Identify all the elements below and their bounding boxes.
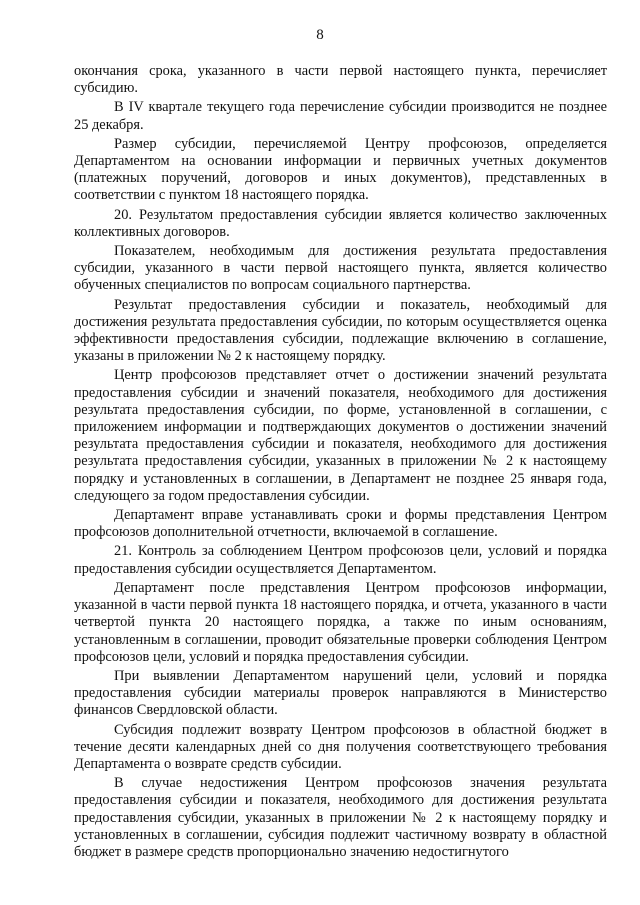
paragraph: Департамент вправе устанавливать сроки и формы представления Центром профсоюзов дополнительной отчетности, включаемой в соглашение. (74, 507, 607, 541)
paragraph: Показателем, необходимым для достижения результата предоставления субсидии, указанного в части первой настоящего пункта, является количество обученных специалистов по вопросам социального партнерства. (74, 243, 607, 294)
paragraph: Результат предоставления субсидии и показатель, необходимый для достижения результата предоставления субсидии, по которым осуществляется оценка эффективности предоставления субсидии, подлежащие включению в соглашение, указаны в приложении № 2 к настоящему порядку. (74, 296, 607, 365)
paragraph: При выявлении Департаментом нарушений цели, условий и порядка предоставления субсидии материалы проверок направляются в Министерство финансов Свердловской области. (74, 667, 607, 719)
paragraph: 20. Результатом предоставления субсидии является количество заключенных коллективных договоров. (74, 206, 607, 240)
paragraph: Субсидия подлежит возврату Центром профсоюзов в областной бюджет в течение десяти календарных дней со дня получения соответствующего требования Департамента о возврате средств субсидии. (74, 721, 607, 772)
paragraph: В случае недостижения Центром профсоюзов значения результата предоставления субсидии и показателя, необходимого для достижения результата предоставления субсидии, указанных в приложении № 2 к настоящему порядку и установленных в соглашении, субсидия подлежит частичному возврату в областной бюджет в размере средств пропорционально значению недостигнутого (74, 775, 607, 860)
paragraph: Центр профсоюзов представляет отчет о достижении значений результата предоставления субсидии и значений показателя, необходимого для достижения результата предоставления субсидии, по форме, установленной в соглашении, с приложением информации и подтверждающих документов о достижении значений результата предоставления субсидии и показателя, необходимого для достижения результата предоставления субсидии, указанных в приложении № 2 к настоящему порядку и установленных в соглашении, в Департамент не позднее 25 января года, следующего за годом предоставления субсидии. (74, 367, 607, 504)
paragraph: Департамент после представления Центром профсоюзов информации, указанной в части первой пункта 18 настоящего порядка, и отчета, указанного в части четвертой пункта 20 настоящего порядка, а также по иным основаниям, установленным в соглашении, проводит обязательные проверки соблюдения Центром профсоюзов цели, условий и порядка предоставления субсидии. (74, 579, 607, 665)
paragraph: окончания срока, указанного в части первой настоящего пункта, перечисляет субсидию. (74, 63, 607, 97)
document-body (74, 63, 607, 861)
paragraph: В IV квартале текущего года перечисление субсидии производится не позднее 25 декабря. (74, 99, 607, 133)
paragraph: 21. Контроль за соблюдением Центром профсоюзов цели, условий и порядка предоставления субсидии осуществляется Департаментом. (74, 543, 607, 577)
page-number: 8 (316, 27, 324, 43)
paragraph: Размер субсидии, перечисляемой Центру профсоюзов, определяется Департаментом на основании информации и первичных учетных документов (платежных поручений, договоров и иных документов), представленных в соответствии с пунктом 18 настоящего порядка. (74, 135, 607, 204)
